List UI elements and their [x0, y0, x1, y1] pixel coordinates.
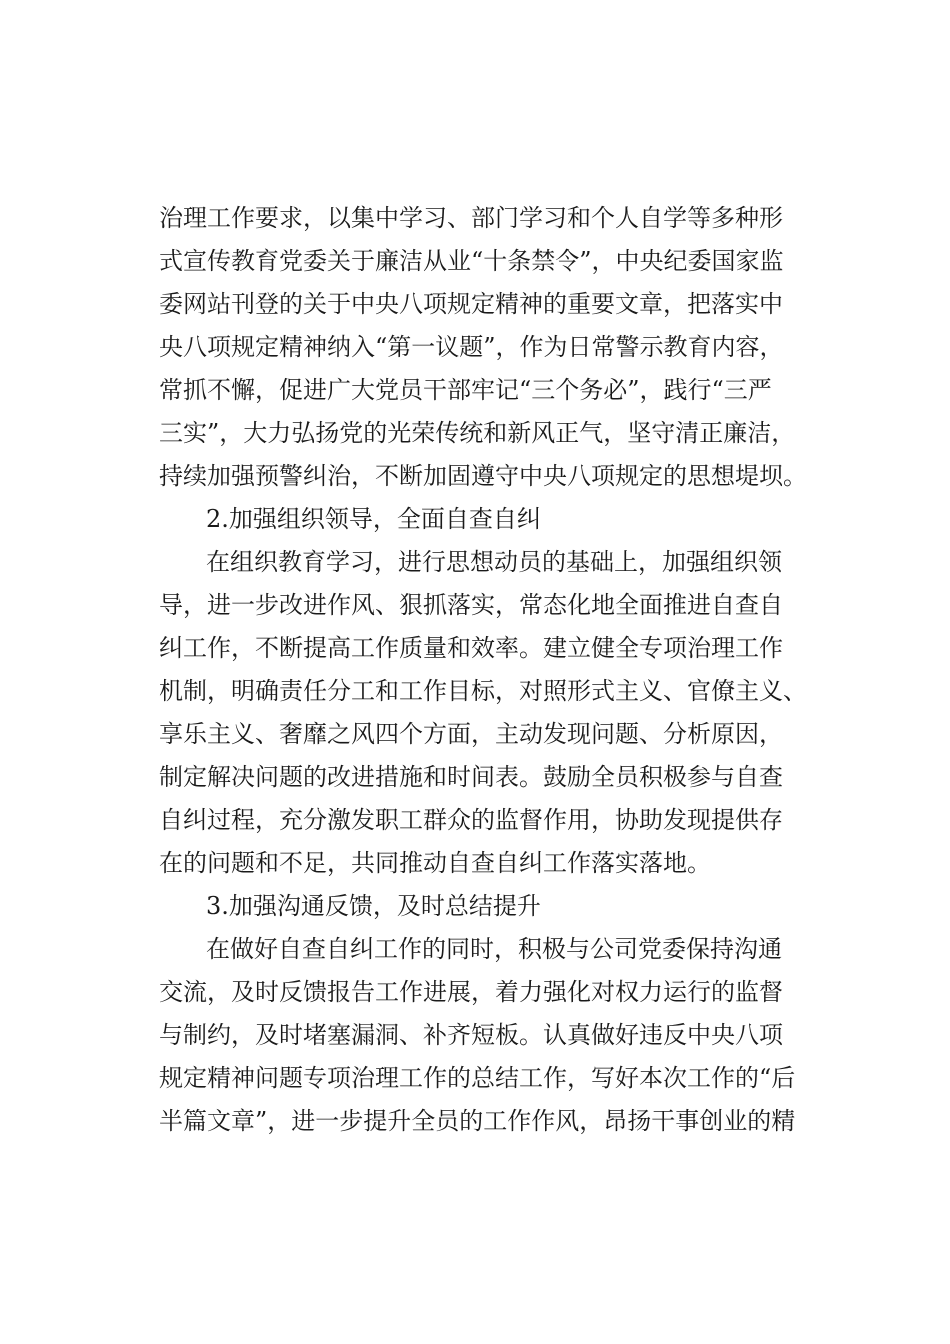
body-line: 享乐主义、奢靡之风四个方面，主动发现问题、分析原因，: [159, 720, 783, 748]
body-line: 在做好自查自纠工作的同时，积极与公司党委保持沟通: [206, 935, 782, 963]
body-line: 导，进一步改进作风、狠抓落实，常态化地全面推进自查自: [159, 591, 783, 619]
body-line: 半篇文章”，进一步提升全员的工作作风，昂扬干事创业的精: [159, 1107, 796, 1135]
section-heading-3: 3.加强沟通反馈，及时总结提升: [206, 892, 541, 920]
body-line: 常抓不懈，促进广大党员干部牢记“三个务必”，践行“三严: [159, 376, 772, 404]
section-heading-2: 2.加强组织领导，全面自查自纠: [206, 505, 541, 533]
body-line: 式宣传教育党委关于廉洁从业“十条禁令”，中央纪委国家监: [159, 247, 784, 275]
body-line: 在的问题和不足，共同推动自查自纠工作落实落地。: [159, 849, 711, 877]
body-line: 与制约，及时堵塞漏洞、补齐短板。认真做好违反中央八项: [159, 1021, 783, 1049]
body-line: 治理工作要求，以集中学习、部门学习和个人自学等多种形: [159, 204, 783, 232]
body-line: 纠工作，不断提高工作质量和效率。建立健全专项治理工作: [159, 634, 783, 662]
body-line: 自纠过程，充分激发职工群众的监督作用，协助发现提供存: [159, 806, 783, 834]
body-line: 制定解决问题的改进措施和时间表。鼓励全员积极参与自查: [159, 763, 783, 791]
body-line: 三实”，大力弘扬党的光荣传统和新风正气，坚守清正廉洁，: [159, 419, 796, 447]
body-line: 规定精神问题专项治理工作的总结工作，写好本次工作的“后: [159, 1064, 796, 1092]
body-line: 机制，明确责任分工和工作目标，对照形式主义、官僚主义、: [159, 677, 807, 705]
body-line: 央八项规定精神纳入“第一议题”，作为日常警示教育内容，: [159, 333, 784, 361]
body-line: 委网站刊登的关于中央八项规定精神的重要文章，把落实中: [159, 290, 783, 318]
body-line: 在组织教育学习，进行思想动员的基础上，加强组织领: [206, 548, 782, 576]
body-line: 持续加强预警纠治，不断加固遵守中央八项规定的思想堤坝。: [159, 462, 807, 490]
body-line: 交流，及时反馈报告工作进展，着力强化对权力运行的监督: [159, 978, 783, 1006]
